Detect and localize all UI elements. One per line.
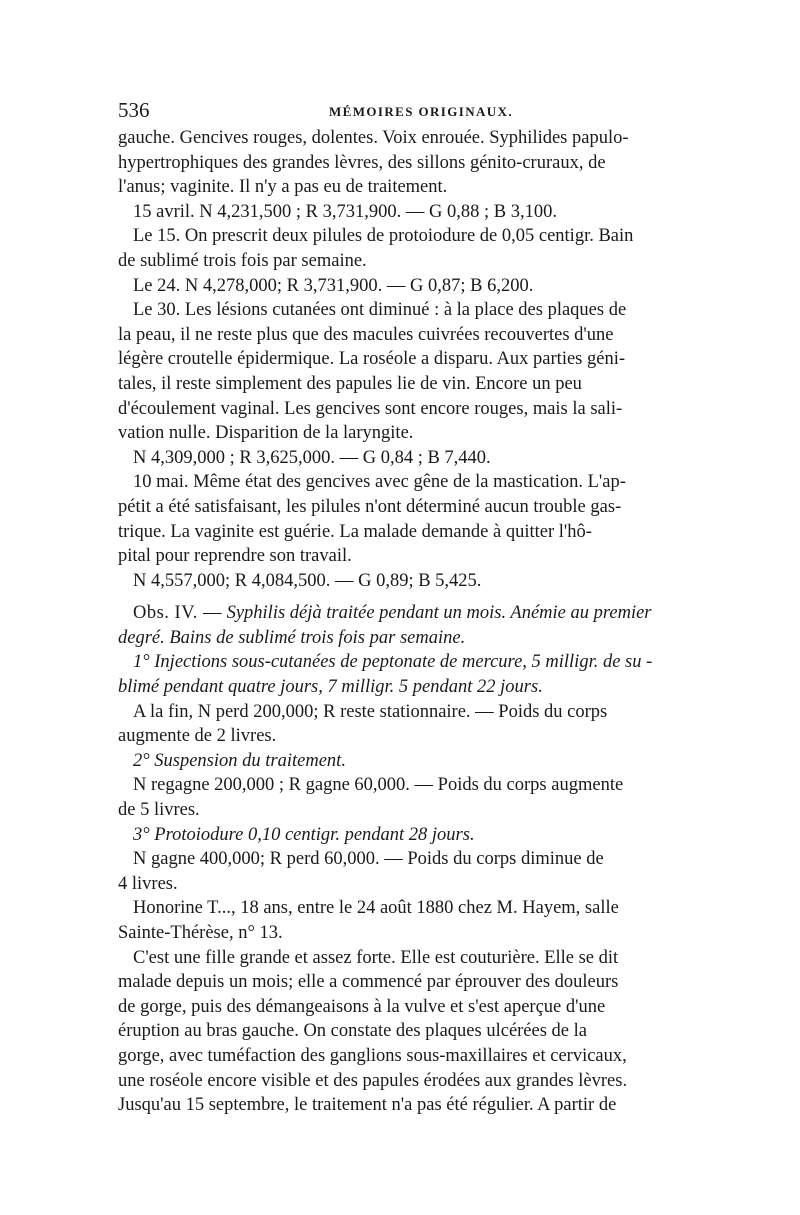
observation-item-1: 1° Injections sous-cutanées de peptonate de mercure, 5 milligr. de su - [133, 652, 653, 673]
text-line: la peau, il ne reste plus que des macules cuivrées recouvertes d'une [118, 324, 614, 345]
observation-item-2: 2° Suspension du traitement. [133, 750, 346, 771]
text-line: N 4,309,000 ; R 3,625,000. — G 0,84 ; B 7,440. [133, 447, 491, 468]
case-line: éruption au bras gauche. On constate des plaques ulcérées de la [118, 1021, 587, 1042]
page-number: 536 [118, 98, 150, 122]
case-line: C'est une fille grande et assez forte. Elle est couturière. Elle se dit [133, 947, 619, 968]
text-line: pital pour reprendre son travail. [118, 546, 352, 567]
case-line: de gorge, puis des démangeaisons à la vulve et s'est aperçue d'une [118, 996, 606, 1017]
text-line: Le 30. Les lésions cutanées ont diminué : à la place des plaques de [133, 300, 627, 321]
case-line: gorge, avec tuméfaction des ganglions sous-maxillaires et cervicaux, [118, 1045, 627, 1066]
text-line: d'écoulement vaginal. Les gencives sont encore rouges, mais la sali- [118, 398, 623, 419]
observation-result-3-cont: 4 livres. [118, 873, 178, 894]
case-line: Sainte-Thérèse, n° 13. [118, 923, 283, 943]
text-line: 15 avril. N 4,231,500 ; R 3,731,900. — G 0,88 ; B 3,100. [133, 201, 557, 222]
observation-result-1-cont: augmente de 2 livres. [118, 726, 277, 747]
text-line: 10 mai. Même état des gencives avec gêne de la mastication. L'ap- [133, 472, 626, 493]
case-line: malade depuis un mois; elle a commencé par éprouver des douleurs [118, 972, 619, 993]
observation-result-2: N regagne 200,000 ; R gagne 60,000. — Poids du corps augmente [133, 775, 624, 796]
text-line: gauche. Gencives rouges, dolentes. Voix enrouée. Syphilides papulo- [118, 128, 629, 148]
case-line: une roséole encore visible et des papules érodées aux grandes lèvres. [118, 1070, 628, 1091]
case-line: Honorine T..., 18 ans, entre le 24 août 1880 chez M. Hayem, salle [133, 898, 619, 919]
text-line: hypertrophiques des grandes lèvres, des sillons génito-cruraux, de [118, 152, 606, 173]
text-line: l'anus; vaginite. Il n'y a pas eu de traitement. [118, 177, 448, 198]
text-line: pétit a été satisfaisant, les pilules n'ont déterminé aucun trouble gas- [118, 496, 622, 517]
text-line: tales, il reste simplement des papules lie de vin. Encore un peu [118, 373, 582, 394]
observation-result-2-cont: de 5 livres. [118, 800, 200, 821]
observation-item-3: 3° Protoiodure 0,10 centigr. pendant 28 jours. [133, 824, 475, 845]
observation-result-1: A la fin, N perd 200,000; R reste stationnaire. — Poids du corps [133, 701, 608, 722]
observation-title-cont: degré. Bains de sublimé trois fois par semaine. [118, 627, 466, 648]
case-line: Jusqu'au 15 septembre, le traitement n'a pas été régulier. A partir de [118, 1095, 617, 1116]
observation-result-3: N gagne 400,000; R perd 60,000. — Poids du corps diminue de [133, 849, 604, 870]
text-line: de sublimé trois fois par semaine. [118, 250, 367, 271]
text-line: Le 24. N 4,278,000; R 3,731,900. — G 0,87; B 6,200. [133, 275, 534, 296]
body-text [118, 126, 685, 1118]
text-line: Le 15. On prescrit deux pilules de protoiodure de 0,05 centigr. Bain [133, 226, 634, 247]
observation-item-1-cont: blimé pendant quatre jours, 7 milligr. 5 pendant 22 jours. [118, 677, 543, 698]
observation-title: Syphilis déjà traitée pendant un mois. Anémie au premier [226, 603, 652, 624]
page-header [118, 98, 684, 128]
text-line: trique. La vaginite est guérie. La malade demande à quitter l'hô- [118, 521, 592, 542]
text-line: vation nulle. Disparition de la laryngite. [118, 423, 414, 444]
observation-label: Obs. IV. — [133, 603, 222, 624]
observation-heading [118, 601, 685, 626]
running-head: MÉMOIRES ORIGINAUX. [328, 104, 514, 119]
text-line: légère croutelle épidermique. La roséole a disparu. Aux parties géni- [118, 349, 626, 370]
text-line: N 4,557,000; R 4,084,500. — G 0,89; B 5,425. [133, 570, 482, 591]
